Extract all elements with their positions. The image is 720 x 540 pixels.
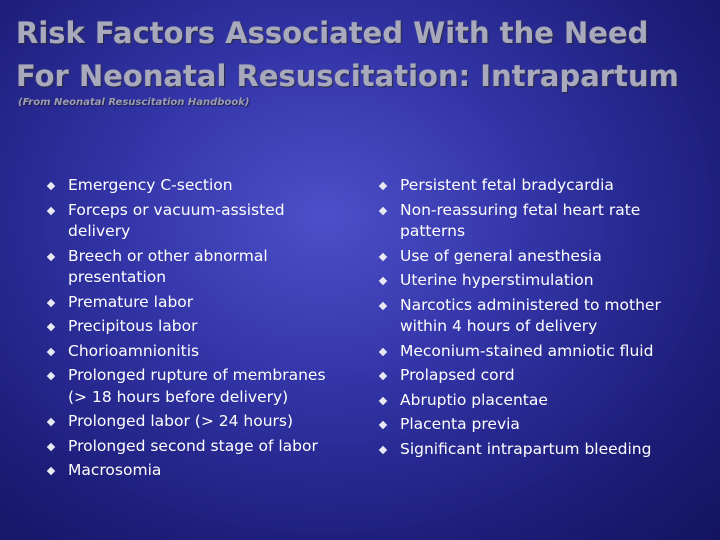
- list-item-text: Precipitous labor: [68, 317, 198, 335]
- diamond-bullet-icon: [47, 372, 55, 380]
- right-bullet-list: [380, 175, 700, 463]
- list-item-text: Prolonged labor (> 24 hours): [68, 412, 294, 430]
- diamond-bullet-icon: [47, 298, 55, 306]
- list-item: [380, 365, 700, 387]
- list-item-text: Prolonged rupture of membranes (> 18 hours before delivery): [68, 366, 326, 406]
- list-item: [48, 341, 348, 363]
- list-item: [380, 200, 700, 243]
- list-item: [48, 460, 348, 482]
- list-item-text: Prolapsed cord: [400, 366, 515, 384]
- diamond-bullet-icon: [47, 323, 55, 331]
- diamond-bullet-icon: [379, 182, 387, 190]
- diamond-bullet-icon: [379, 206, 387, 214]
- diamond-bullet-icon: [379, 277, 387, 285]
- slide-title: [16, 12, 716, 98]
- list-item-text: Emergency C-section: [68, 176, 233, 194]
- list-item: [48, 175, 348, 197]
- diamond-bullet-icon: [379, 445, 387, 453]
- diamond-bullet-icon: [379, 396, 387, 404]
- list-item: [48, 292, 348, 314]
- list-item: [380, 246, 700, 268]
- list-item: [48, 200, 348, 243]
- list-item: [380, 341, 700, 363]
- diamond-bullet-icon: [47, 418, 55, 426]
- list-item: [380, 439, 700, 461]
- list-item: [380, 295, 700, 338]
- list-item-text: Abruptio placentae: [400, 390, 548, 409]
- list-item-text: Significant intrapartum bleeding: [400, 439, 652, 458]
- list-item: [48, 436, 348, 458]
- slide-title-line-2: For Neonatal Resuscitation: Intrapartum: [16, 59, 679, 93]
- left-bullet-list: [48, 175, 348, 485]
- diamond-bullet-icon: [379, 421, 387, 429]
- list-item-text: Uterine hyperstimulation: [400, 271, 594, 289]
- diamond-bullet-icon: [47, 347, 55, 355]
- slide-title-line-1: Risk Factors Associated With the Need: [16, 16, 649, 50]
- list-item-text: Narcotics administered to mother within 4 hours of delivery: [400, 295, 661, 335]
- list-item: [48, 365, 348, 408]
- list-item: [380, 270, 700, 292]
- list-item: [48, 246, 348, 289]
- list-item: [48, 316, 348, 338]
- list-item-text: Placenta previa: [400, 415, 520, 433]
- diamond-bullet-icon: [47, 442, 55, 450]
- diamond-bullet-icon: [379, 252, 387, 260]
- list-item-text: Non-reassuring fetal heart rate patterns: [400, 200, 641, 240]
- list-item-text: Macrosomia: [68, 461, 162, 479]
- list-item: [48, 411, 348, 433]
- list-item: [380, 390, 700, 412]
- list-item-text: Persistent fetal bradycardia: [400, 176, 614, 194]
- diamond-bullet-icon: [47, 206, 55, 214]
- list-item-text: Prolonged second stage of labor: [68, 436, 318, 455]
- slide-subtitle: (From Neonatal Resuscitation Handbook): [18, 97, 250, 108]
- diamond-bullet-icon: [379, 301, 387, 309]
- list-item-text: Premature labor: [68, 292, 194, 311]
- diamond-bullet-icon: [379, 347, 387, 355]
- diamond-bullet-icon: [47, 252, 55, 260]
- list-item-text: Use of general anesthesia: [400, 246, 602, 265]
- list-item: [380, 175, 700, 197]
- list-item-text: Chorioamnionitis: [68, 341, 200, 360]
- list-item-text: Meconium-stained amniotic fluid: [400, 341, 654, 360]
- diamond-bullet-icon: [47, 182, 55, 190]
- list-item-text: Breech or other abnormal presentation: [68, 246, 268, 286]
- diamond-bullet-icon: [379, 372, 387, 380]
- diamond-bullet-icon: [47, 467, 55, 475]
- list-item: [380, 414, 700, 436]
- list-item-text: Forceps or vacuum-assisted delivery: [68, 200, 285, 240]
